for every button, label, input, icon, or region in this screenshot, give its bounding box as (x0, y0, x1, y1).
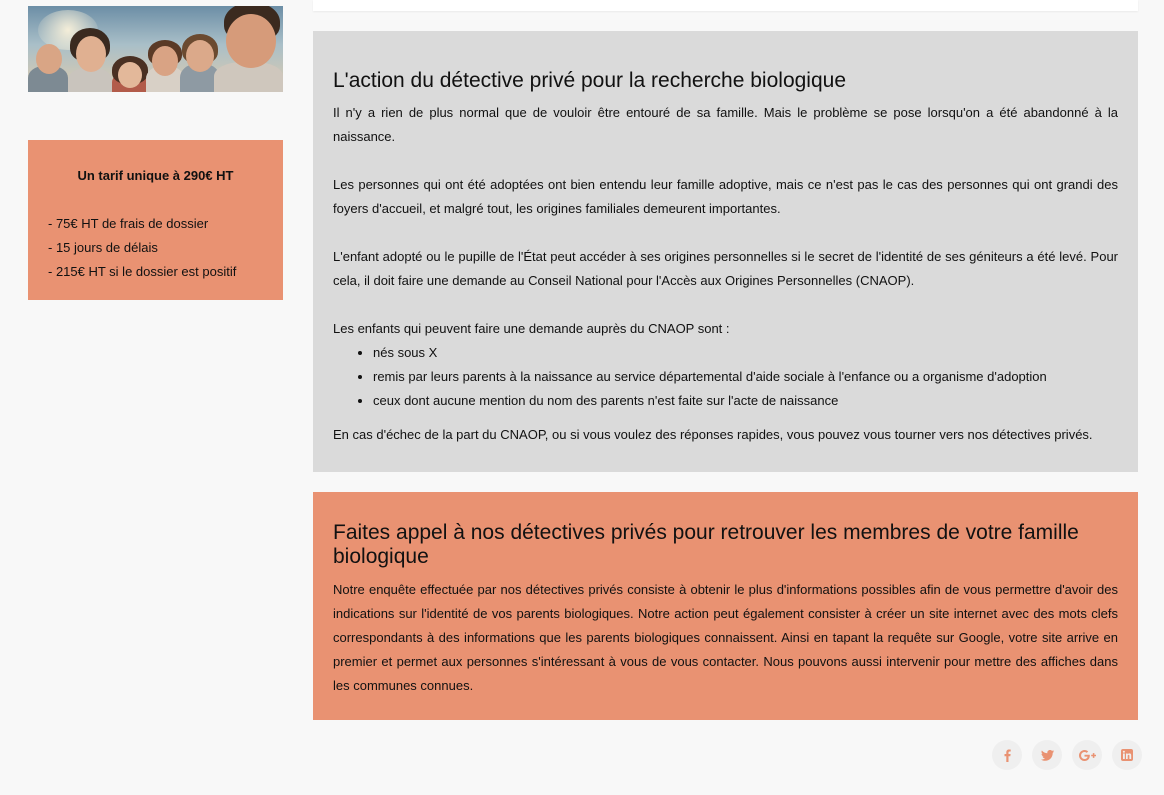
paragraph: Il n'y a rien de plus normal que de vouloir être entouré de sa famille. Mais le problème se pose lorsqu'on a été abandonné à la naissance. (333, 105, 1118, 144)
pricing-line: - 215€ HT si le dossier est positif (48, 264, 237, 279)
person-face (226, 14, 276, 68)
social-share-bar (992, 740, 1142, 770)
person-face (36, 44, 62, 74)
section-title: L'action du détective privé pour la recherche biologique (333, 69, 847, 92)
person-face (76, 36, 106, 72)
sidebar (28, 6, 283, 300)
call-detectives-section (313, 492, 1138, 720)
google-plus-icon[interactable] (1072, 740, 1102, 770)
person-face (118, 62, 142, 88)
list-item: • nés sous X (373, 341, 1118, 365)
pricing-line: - 15 jours de délais (48, 240, 158, 255)
pricing-line: - 75€ HT de frais de dossier (48, 216, 209, 231)
section-title: Faites appel à nos détectives privés pour retrouver les membres de votre famille biologique (333, 521, 1079, 568)
list-item: • ceux dont aucune mention du nom des parents n'est faite sur l'acte de naissance (373, 389, 1118, 413)
top-content-panel (313, 0, 1138, 11)
list-item: • remis par leurs parents à la naissance au service départemental d'aide sociale à l'enfance ou a organisme d'adoption (373, 365, 1118, 389)
facebook-icon[interactable] (992, 740, 1022, 770)
paragraph: Notre enquête effectuée par nos détectives privés consiste à obtenir le plus d'informations possibles afin de vous permettre d'avoir des indications sur l'identité de vos parents biologiques. Notre action peut également consister à créer un site internet avec des mots clefs correspondants à des informations que les parents biologiques connaissent. Ainsi en tapant la requête sur Google, votre site arrive en premier et permet aux personnes s'intéressant à vous de vous contacter. Nous pouvons aussi intervenir pour mettre des affiches dans les communes connues. (333, 582, 1118, 693)
pricing-box (28, 140, 283, 300)
paragraph: Les enfants qui peuvent faire une demande auprès du CNAOP sont : (333, 321, 730, 336)
person-face (186, 40, 214, 72)
linkedin-icon[interactable] (1112, 740, 1142, 770)
pricing-title: Un tarif unique à 290€ HT (77, 168, 234, 183)
closing-paragraph: En cas d'échec de la part du CNAOP, ou si vous voulez des réponses rapides, vous pouvez vous tourner vers nos détectives privés. (333, 427, 1093, 442)
twitter-icon[interactable] (1032, 740, 1062, 770)
paragraph: L'enfant adopté ou le pupille de l'État peut accéder à ses origines personnelles si le secret de l'identité de ses géniteurs a été levé. Pour cela, il doit faire une demande au Conseil National pour l'Accès aux Origines Personnelles (CNAOP). (333, 249, 1118, 288)
person-face (152, 46, 178, 76)
eligible-children-list (333, 341, 1118, 413)
paragraph: Les personnes qui ont été adoptées ont bien entendu leur famille adoptive, mais ce n'est pas le cas des personnes qui ont grandi des foyers d'accueil, et malgré tout, les origines familiales demeurent importantes. (333, 177, 1118, 216)
friends-group-photo (28, 6, 283, 92)
biological-search-section (313, 31, 1138, 472)
